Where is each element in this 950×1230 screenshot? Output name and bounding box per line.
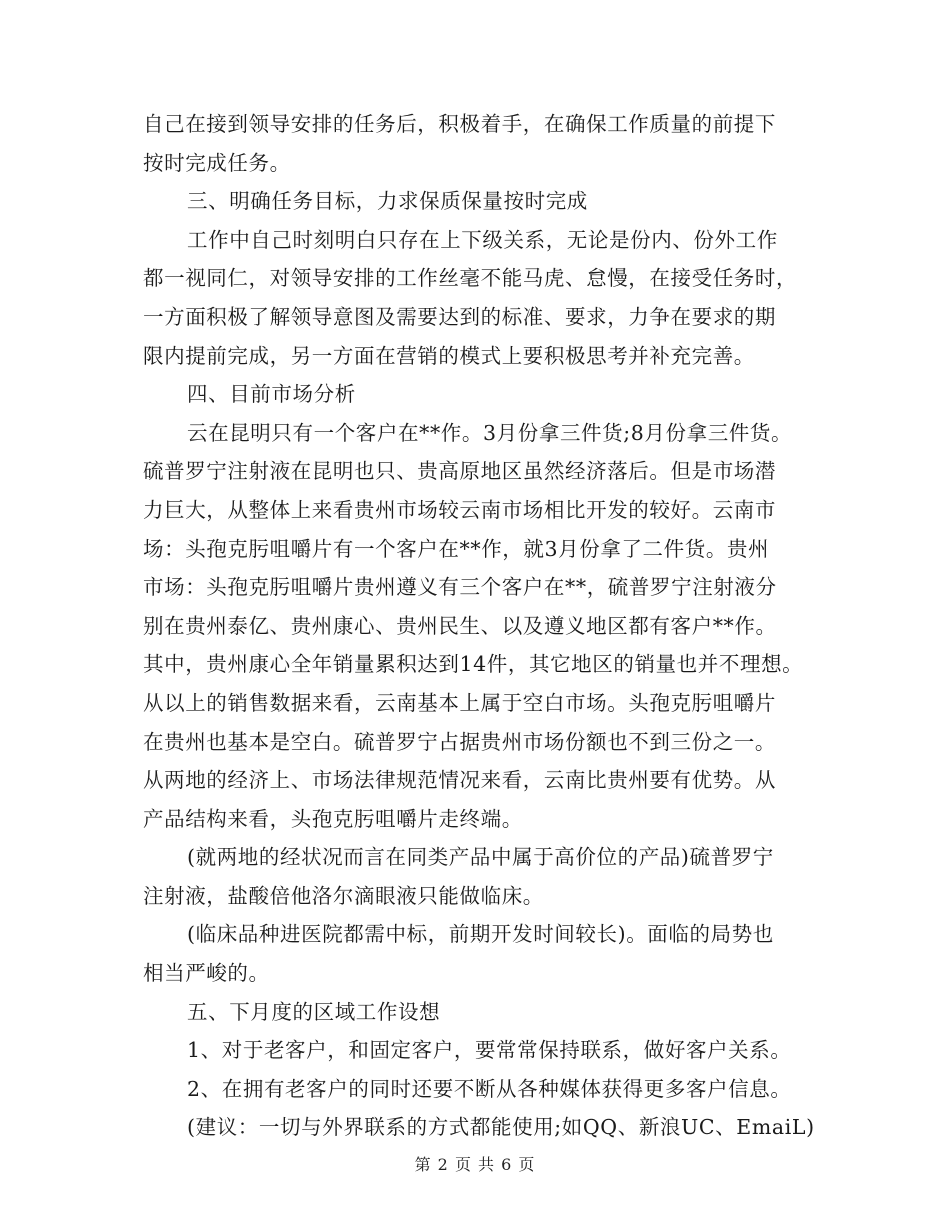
- text-line: 产品结构来看，头孢克肟咀嚼片走终端。: [143, 806, 523, 831]
- text-line: 三、明确任务目标，力求保质保量按时完成: [187, 189, 588, 214]
- text-line: 云在昆明只有一个客户在**作。3月份拿三件货;8月份拿三件货。: [187, 420, 793, 445]
- text-line: 其中，贵州康心全年销量累积达到14件，其它地区的销量也并不理想。: [143, 652, 804, 677]
- text-line: 在贵州也基本是空白。硫普罗宁占据贵州市场份额也不到三份之一。: [143, 729, 776, 754]
- text-line: 从以上的销售数据来看，云南基本上属于空白市场。头孢克肟咀嚼片: [143, 690, 776, 715]
- text-line: 按时完成任务。: [143, 150, 291, 175]
- text-line: 限内提前完成，另一方面在营销的模式上要积极思考并补充完善。: [143, 343, 755, 368]
- text-line: 五、下月度的区域工作设想: [187, 999, 441, 1024]
- text-line: (建议：一切与外界联系的方式都能使用;如QQ、新浪UC、EmaiL): [187, 1115, 815, 1140]
- text-line: 工作中自己时刻明白只存在上下级关系，无论是份内、份外工作: [187, 227, 778, 252]
- text-line: 别在贵州泰亿、贵州康心、贵州民生、以及遵义地区都有客户**作。: [143, 613, 777, 638]
- text-line: 都一视同仁，对领导安排的工作丝毫不能马虎、怠慢，在接受任务时，: [143, 266, 798, 291]
- text-line: 自己在接到领导安排的任务后，积极着手，在确保工作质量的前提下: [143, 112, 776, 136]
- text-line: 硫普罗宁注射液在昆明也只、贵高原地区虽然经济落后。但是市场潜: [143, 459, 776, 484]
- document-body: [143, 105, 823, 1147]
- text-line: 市场：头孢克肟咀嚼片贵州遵义有三个客户在**，硫普罗宁注射液分: [143, 575, 777, 600]
- text-line: 场：头孢克肟咀嚼片有一个客户在**作，就3月份拿了二件货。贵州: [143, 536, 770, 561]
- text-line: 1、对于老客户，和固定客户，要常常保持联系，做好客户关系。: [187, 1038, 792, 1063]
- text-line: 注射液，盐酸倍他洛尔滴眼液只能做临床。: [143, 883, 544, 908]
- text-line: 力巨大，从整体上来看贵州市场较云南市场相比开发的较好。云南市: [143, 497, 776, 522]
- text-line: 四、目前市场分析: [187, 382, 356, 407]
- text-line: 从两地的经济上、市场法律规范情况来看，云南比贵州要有优势。从: [143, 768, 776, 793]
- page-footer: 第 2 页 共 6 页: [414, 1155, 536, 1174]
- text-line: 一方面积极了解领导意图及需要达到的标准、要求，力争在要求的期: [143, 304, 776, 329]
- text-line: (临床品种进医院都需中标，前期开发时间较长)。面临的局势也: [187, 922, 774, 947]
- text-line: 相当严峻的。: [143, 961, 270, 986]
- text-line: (就两地的经状况而言在同类产品中属于高价位的产品)硫普罗宁: [187, 845, 774, 870]
- text-line: 2、在拥有老客户的同时还要不断从各种媒体获得更多客户信息。: [187, 1076, 792, 1101]
